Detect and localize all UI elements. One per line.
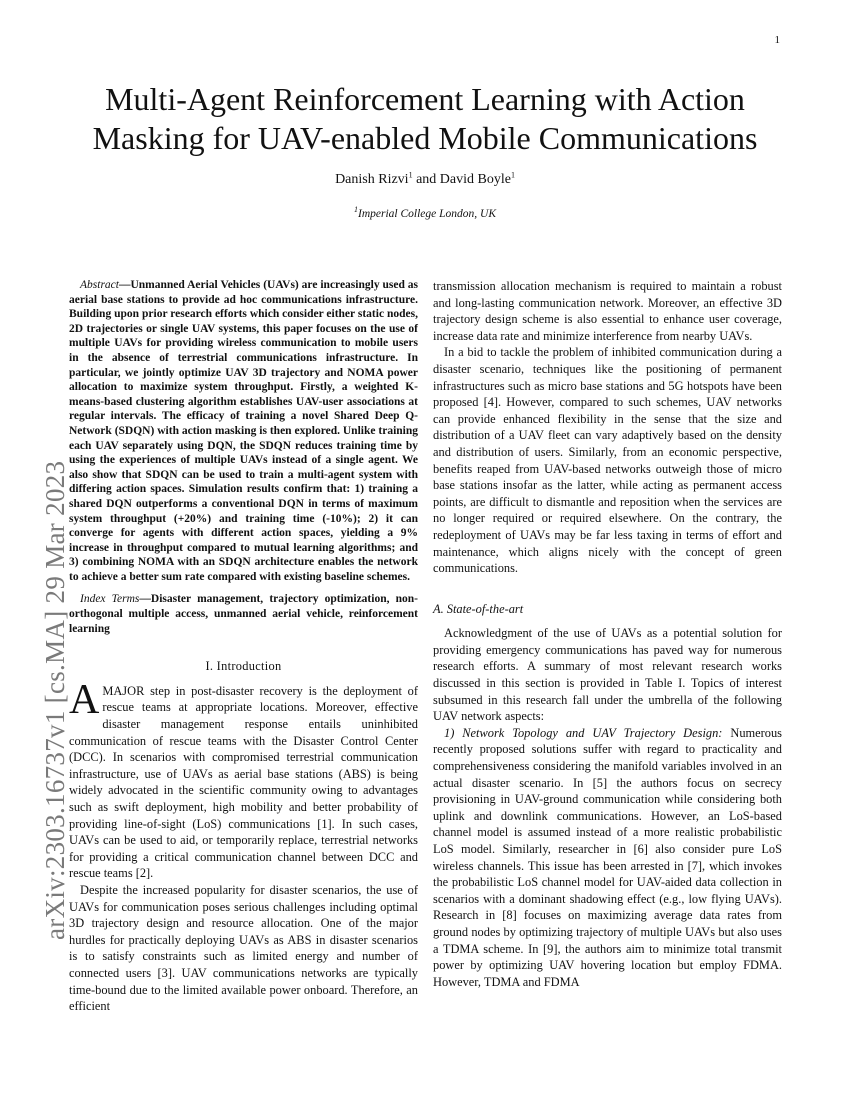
run-in-heading: 1) Network Topology and UAV Trajectory Design: bbox=[444, 725, 723, 740]
body-paragraph-continued: transmission allocation mechanism is required to maintain a robust and long-lasting communication network. Moreover, an effective 3D trajectory design scheme is also essential to enhance user coverage, increase data rate and minimize interference from nearby UAVs. bbox=[433, 279, 782, 343]
body-paragraph: Acknowledgment of the use of UAVs as a potential solution for providing emergency communications has paved way for numerous research efforts. A summary of most relevant research works discussed in this section is provided in Table I. Topics of interest subsumed in this research fall under the umbrella of the following UAV network aspects: bbox=[433, 626, 782, 724]
body-paragraph bbox=[69, 676, 418, 882]
index-terms-label: Index Terms bbox=[80, 593, 140, 606]
body-paragraph: In a bid to tackle the problem of inhibited communication during a disaster scenario, techniques like the positioning of permanent infrastructures such as micro base stations and 5G hotspots have been proposed [4]. However, compared to such schemes, UAV networks can provide enhanced flexibility in the sense that the size and distribution of a UAV fleet can vary adaptively based on the density and distribution of users. Similarly, from an economic perspective, benefits reaped from UAV-based networks outweigh those of micro base stations insofar as the latter, while acting as permanent access points, are difficult to dismantle and reposition when the services are no longer required or required elsewhere. On the contrary, the redeployment of UAVs may be far less taxing in terms of effort and maintenance, which aligns nicely with the concept of green communications. bbox=[433, 345, 782, 576]
authors bbox=[60, 172, 790, 188]
abstract-label: Abstract bbox=[80, 279, 119, 291]
affiliation-marker: 1 bbox=[408, 170, 413, 180]
abstract bbox=[69, 278, 418, 584]
left-column bbox=[69, 278, 418, 1015]
right-column bbox=[433, 278, 782, 990]
index-terms-text: —Disaster management, trajectory optimization, non-orthogonal multiple access, unmanned aerial vehicle, reinforcement learning bbox=[69, 593, 418, 635]
body-paragraph bbox=[433, 725, 782, 991]
author-name: Danish Rizvi bbox=[335, 172, 409, 187]
subsection-heading-state-of-the-art: A. State-of-the-art bbox=[433, 601, 524, 616]
affiliation bbox=[60, 205, 790, 220]
body-paragraph: Despite the increased popularity for disaster scenarios, the use of UAVs for communication poses serious challenges including optimal 3D trajectory design and resource allocation. One of the major hurdles for practically deploying UAVs as ABS in disaster scenarios is to satisfy constraints such as limited energy and number of connected users [3]. UAV communications networks are typically time-bound due to the limited available power onboard. Therefore, an efficient bbox=[69, 882, 418, 1014]
author-conjunction: and bbox=[412, 172, 440, 187]
abstract-text: —Unmanned Aerial Vehicles (UAVs) are increasingly used as aerial base stations to provide ad hoc communications infrastructure. Building upon prior research efforts which consider either static nodes, 2D trajectories or single UAV systems, this paper focuses on the use of multiple UAVs for providing wireless communication to mobile users in the absence of terrestrial communications infrastructure. In particular, we jointly optimize UAV 3D trajectory and NOMA power allocation to maximize system throughput. Firstly, a weighted K-means-based clustering algorithm establishes UAV-user associations at regular intervals. The efficacy of training a novel Shared Deep Q-Network (SDQN) with action masking is then explored. Unlike training each UAV separately using DQN, the SDQN reduces training time by using the experiences of multiple UAVs instead of a single agent. We also show that SDQN can be used to train a multi-agent system with differing action spaces. Simulation results confirm that: 1) training a shared DQN outperforms a conventional DQN in terms of maximum system throughput (+20%) and training time (-10%); 2) it can converge for agents with different action spaces, yielding a 9% increase in throughput compared to mutual learning algorithms; and 3) combining NOMA with an SDQN architecture enables the network to achieve a better sum rate compared with existing baseline schemes. bbox=[69, 279, 418, 583]
author-name: David Boyle bbox=[439, 172, 511, 187]
affiliation-marker: 1 bbox=[510, 170, 515, 180]
affiliation-text: Imperial College London, UK bbox=[358, 208, 496, 220]
affiliation-marker: 1 bbox=[354, 205, 358, 215]
section-heading-introduction: I. Introduction bbox=[205, 659, 282, 674]
arxiv-stamp[interactable]: arXiv:2303.16737v1 [cs.MA] 29 Mar 2023 bbox=[40, 460, 70, 940]
drop-cap: A bbox=[69, 676, 100, 723]
index-terms bbox=[69, 592, 418, 636]
paragraph-text: MAJOR step in post-disaster recovery is the deployment of rescue teams at appropriate locations. Moreover, effective disaster management response entails uninhibited communication of rescue teams with the Disaster Control Center (DCC). In scenarios with compromised terrestrial communication infrastructure, use of UAVs as aerial base stations (ABS) is being widely advocated in the scientific community owing to advantages such as swift deployment, high mobility and better probability of providing line-of-sight (LoS) communications [1]. In such cases, UAVs can be used to aid, or temporarily replace, terrestrial networks for providing a critical communication channel between DCC and rescue teams [2]. bbox=[69, 683, 418, 881]
page-number: 1 bbox=[774, 34, 780, 46]
paragraph-text: Numerous recently proposed solutions suffer with regard to practicality and comprehensiveness considering the manifold variables involved in an actual disaster scenario. In [5] the authors focus on secrecy provisioning in UAV-ground communication while considering both uplink and downlink communications. However, an LoS-based channel model is assumed instead of a more realistic probabilistic LoS model. Similarly, researcher in [6] also consider pure LoS wireless channels. This issue has been arrested in [7], which invokes the probabilistic LoS channel model for UAV-aided data collection in scenarios with a dominant shadowing effect (e.g., low flying UAVs). Research in [8] focuses on maximizing average data rates from ground nodes by optimizing trajectory of multiple UAVs but also uses a TDMA scheme. In [9], the authors aim to minimize total transmit power by optimizing UAV hovering location but employ FDMA. However, TDMA and FDMA bbox=[433, 725, 782, 989]
paper-title: Multi-Agent Reinforcement Learning with Action Masking for UAV-enabled Mobile Communications bbox=[92, 81, 758, 156]
